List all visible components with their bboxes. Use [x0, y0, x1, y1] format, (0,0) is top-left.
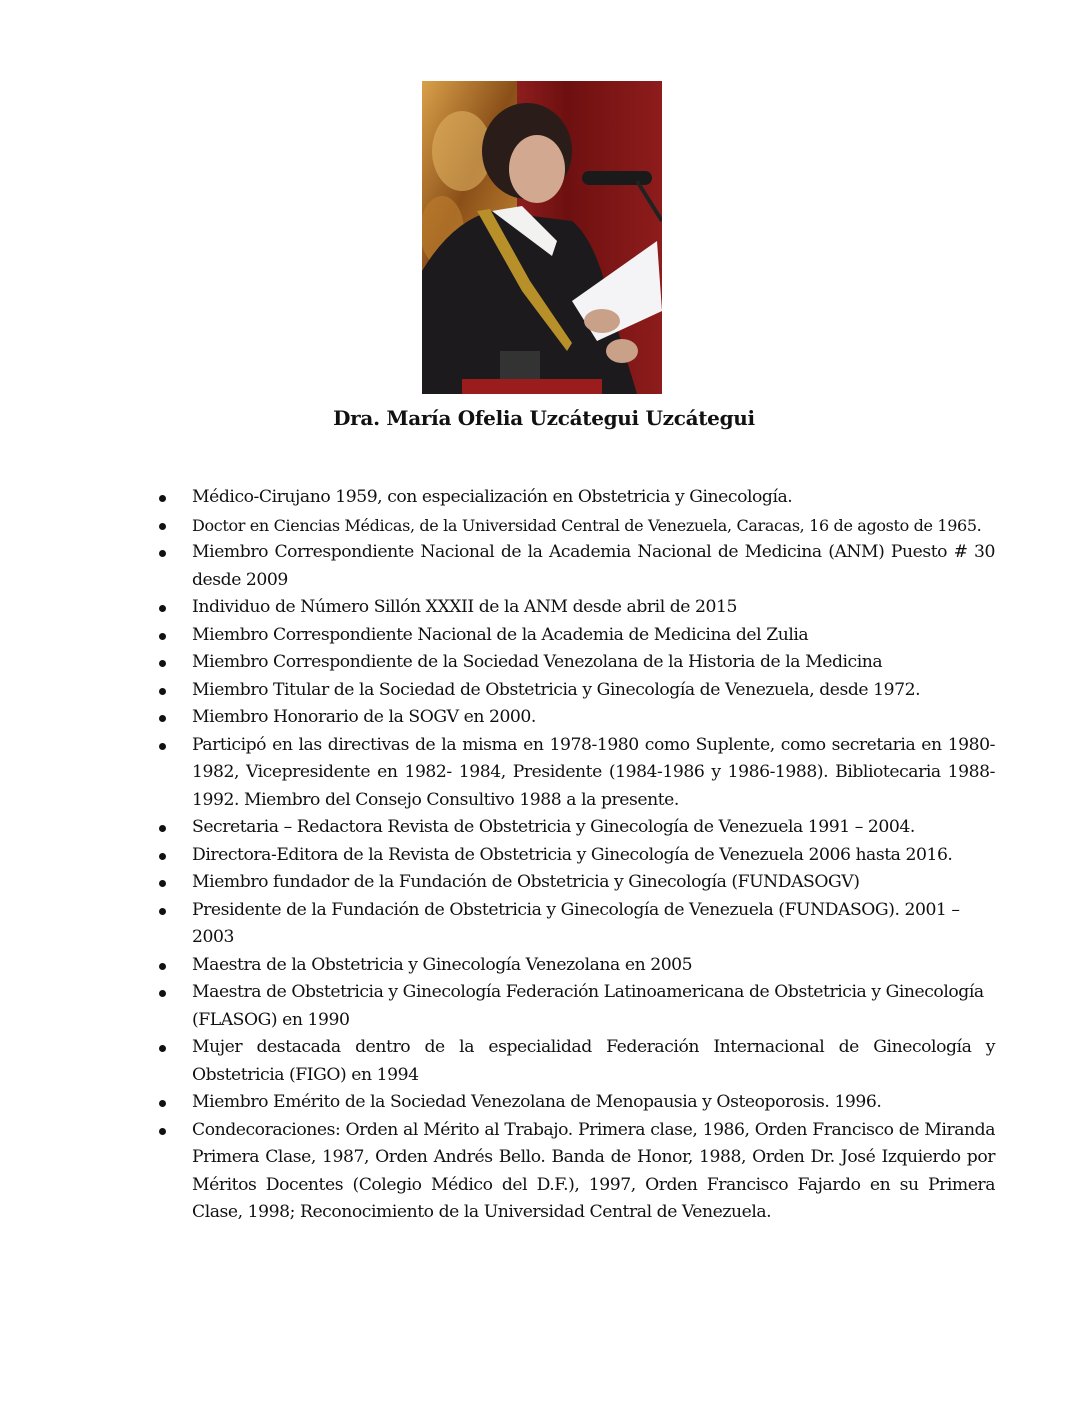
bullet-icon [159, 1100, 166, 1107]
bullet-icon [159, 880, 166, 887]
list-item [155, 512, 995, 540]
list-item [155, 732, 995, 815]
list-item-text: Médico-Cirujano 1959, con especialización en Obstetricia y Ginecología. [192, 487, 793, 507]
bullet-icon [159, 715, 166, 722]
list-item-text: Miembro fundador de la Fundación de Obstetricia y Ginecología (FUNDASOGV) [192, 872, 860, 892]
page-title: Dra. María Ofelia Uzcátegui Uzcátegui [333, 406, 755, 430]
list-item [155, 539, 995, 594]
list-item [155, 649, 995, 677]
list-item [155, 622, 995, 650]
bullet-icon [159, 688, 166, 695]
list-item-text: Individuo de Número Sillón XXXII de la ANM desde abril de 2015 [192, 597, 737, 617]
bullet-icon [159, 633, 166, 640]
bullet-icon [159, 853, 166, 860]
list-item-text: Mujer destacada dentro de la especialidad Federación Internacional de Ginecología y Obstetricia (FIGO) en 1994 [192, 1037, 995, 1085]
list-item [155, 704, 995, 732]
list-item-text: Miembro Honorario de la SOGV en 2000. [192, 707, 536, 727]
list-item [155, 952, 995, 980]
bullet-icon [159, 1128, 166, 1135]
list-item-text: Doctor en Ciencias Médicas, de la Universidad Central de Venezuela, Caracas, 16 de agosto de 1965. [192, 515, 982, 535]
list-item [155, 842, 995, 870]
bullet-icon [159, 1045, 166, 1052]
list-item-text: Maestra de Obstetricia y Ginecología Federación Latinoamericana de Obstetricia y Ginecología (FLASOG) en 1990 [192, 982, 984, 1030]
portrait-image [422, 81, 662, 394]
list-item-text: Directora-Editora de la Revista de Obstetricia y Ginecología de Venezuela 2006 hasta 2016. [192, 844, 953, 865]
bullet-icon [159, 825, 166, 832]
list-item-text: Miembro Correspondiente Nacional de la Academia Nacional de Medicina (ANM) Puesto # 30 desde 2009 [192, 542, 995, 590]
list-item [155, 1089, 995, 1117]
bullet-icon [159, 743, 166, 750]
list-item-text: Miembro Correspondiente Nacional de la Academia de Medicina del Zulia [192, 624, 809, 645]
list-item [155, 677, 995, 705]
bullet-icon [159, 605, 166, 612]
list-item-text: Miembro Titular de la Sociedad de Obstetricia y Ginecología de Venezuela, desde 1972. [192, 679, 921, 700]
bullet-icon [159, 908, 166, 915]
list-item-text: Miembro Emérito de la Sociedad Venezolana de Menopausia y Osteoporosis. 1996. [192, 1092, 882, 1112]
bullet-icon [159, 550, 166, 557]
list-item [155, 814, 995, 842]
portrait-photo [422, 81, 662, 394]
list-item-text: Participó en las directivas de la misma en 1978-1980 como Suplente, como secretaria en 1980-1982, Vicepresidente en 1982- 1984, Presidente (1984-1986 y 1986-1988). Bibliotecaria 1988-1992. Miembro del Consejo Consultivo 1988 a la presente. [192, 734, 995, 810]
list-item [155, 897, 995, 952]
list-item [155, 484, 995, 512]
list-item-text: Secretaria – Redactora Revista de Obstetricia y Ginecología de Venezuela 1991 – 2004. [192, 817, 915, 837]
bullet-icon [159, 990, 166, 997]
list-item [155, 1034, 995, 1089]
list-item-text: Presidente de la Fundación de Obstetricia y Ginecología de Venezuela (FUNDASOG). 2001 – 2003 [192, 899, 960, 947]
bullet-icon [159, 963, 166, 970]
list-item [155, 979, 995, 1034]
bio-list [155, 484, 995, 1227]
list-item-text: Maestra de la Obstetricia y Ginecología Venezolana en 2005 [192, 954, 693, 975]
bullet-icon [159, 495, 166, 502]
bullet-icon [159, 523, 166, 530]
list-item [155, 594, 995, 622]
bullet-icon [159, 660, 166, 667]
list-item-text: Condecoraciones: Orden al Mérito al Trabajo. Primera clase, 1986, Orden Francisco de Miranda Primera Clase, 1987, Orden Andrés Bello. Banda de Honor, 1988, Orden Dr. José Izquierdo por Méritos Docentes (Colegio Médico del D.F.), 1997, Orden Francisco Fajardo en su Primera Clase, 1998; Reconocimiento de la Universidad Central de Venezuela. [192, 1119, 995, 1222]
list-item [155, 869, 995, 897]
list-item-text: Miembro Correspondiente de la Sociedad Venezolana de la Historia de la Medicina [192, 652, 883, 672]
list-item [155, 1117, 995, 1227]
